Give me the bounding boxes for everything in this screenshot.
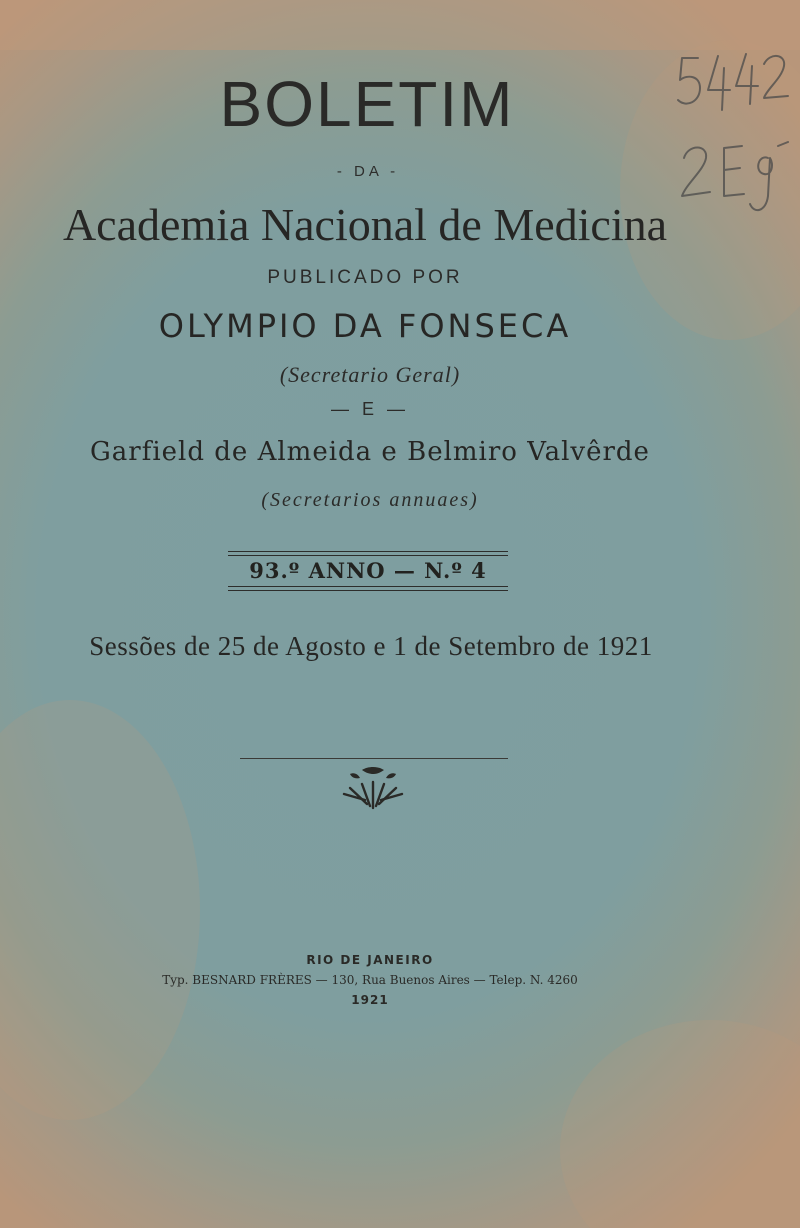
- imprint-printer: Typ. BESNARD FRÈRES — 130, Rua Buenos Aires — Telep. N. 4260: [162, 973, 578, 987]
- issue-rule-top: [228, 551, 508, 552]
- paper-stain: [0, 700, 200, 1120]
- issue-rule-top-inner: [228, 555, 508, 556]
- conjunction-label: — E —: [330, 399, 409, 419]
- paper-stain: [560, 1020, 800, 1228]
- fan-ornament-icon: [340, 764, 406, 812]
- sessions-dates: Sessões de 25 de Agosto e 1 de Setembro de 1921: [89, 631, 653, 661]
- issue-number: 93.º ANNO — N.º 4: [249, 558, 487, 583]
- paper-stain: [0, 0, 800, 50]
- imprint-city: RIO DE JANEIRO: [306, 953, 434, 967]
- imprint-year: 1921: [351, 993, 389, 1007]
- editor-role: (Secretario Geral): [279, 362, 461, 387]
- academy-name: Academia Nacional de Medicina: [62, 199, 668, 250]
- published-by-label: PUBLICADO POR: [267, 267, 463, 288]
- title-connector: - DA -: [336, 163, 400, 180]
- issue-rule-bottom-inner: [228, 586, 508, 587]
- issue-rule-bottom: [228, 590, 508, 591]
- journal-title: BOLETIM: [219, 68, 515, 140]
- secretaries-names: Garfield de Almeida e Belmiro Valvêrde: [90, 437, 650, 467]
- editor-name: OLYMPIO DA FONSECA: [158, 307, 572, 345]
- secretaries-role: (Secretarios annuaes): [261, 489, 479, 511]
- ornament-rule: [240, 758, 508, 759]
- handwritten-pencil-note: [668, 46, 793, 221]
